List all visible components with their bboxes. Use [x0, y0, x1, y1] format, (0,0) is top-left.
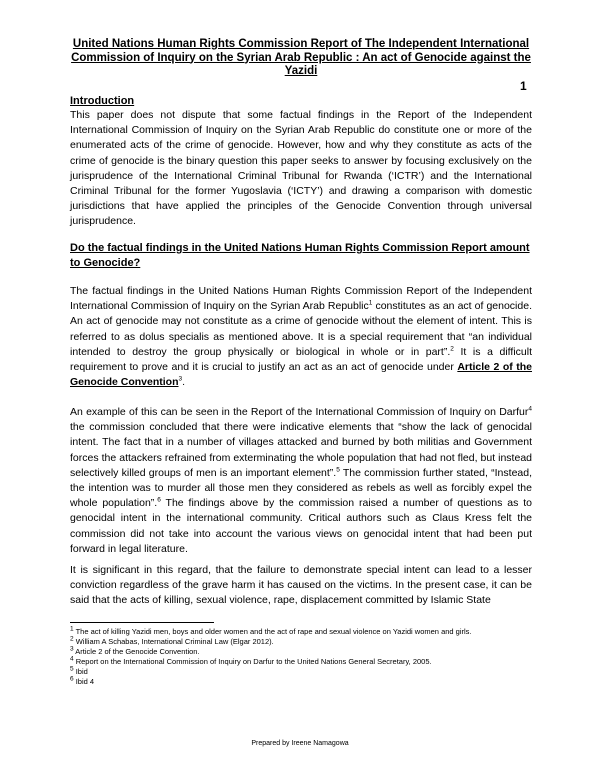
paragraph-factual-findings — [70, 284, 532, 390]
para1-text-3: It is a difficult requirement to prove and it is crucial to justify an act as an act of genocide under — [70, 345, 532, 374]
footnote-4: $^4$ Report on the International Commission of Inquiry on Darfur to the United Nations General Secretary, 2005. — [70, 655, 432, 666]
footnote-ref-6[interactable]: 6 — [157, 496, 161, 504]
footnote-ref-2[interactable]: 2 — [450, 345, 454, 353]
footnote-2: $^2$ William A Schabas, International Criminal Law (Elgar 2012). — [70, 635, 274, 646]
introduction-heading: Introduction — [70, 95, 135, 107]
article-2-link[interactable]: Article 2 of the Genocide Convention — [70, 361, 532, 389]
document-title: United Nations Human Rights Commission Report of The Independent International Commission of Inquiry on the Syrian Arab Republic : An act of Genocide against the Yazidi — [71, 38, 531, 77]
footnote-ref-3[interactable]: 3 — [178, 375, 183, 383]
introduction-paragraph: This paper does not dispute that some factual findings in the Report of the Independent International Commission of Inquiry on the Syrian Arab Republic do constitute one or more of the enumerated acts of the crime of genocide. However, how and why they constitute as acts of the crime of genocide is the binary question this paper seeks to answer by focusing exclusively on the jurisprudence of the International Criminal Tribunal for Rwanda (‘ICTR’) and the International Criminal Tribunal for the former Yugoslavia (‘ICTY’) and drawing a comparison with domestic jurisdictions that have applied the principles of the Genocide Convention through universal jurisprudence. — [70, 109, 532, 228]
page-footer: Prepared by Ireene Namagowa — [251, 740, 349, 747]
para2-text-3: The commission further stated, “Instead, the intention was to murder all those men they considered as rebels as well as forcibly expel the whole population”. — [70, 466, 532, 510]
para1-text-1: The factual findings in the United Nations Human Rights Commission Report of the Independent International Commission of Inquiry on the Syrian Arab Republic — [70, 285, 532, 313]
para2-text-1: An example of this can be seen in the Report of the International Commission of Inquiry on Darfur — [70, 406, 529, 418]
footnote-ref-1[interactable]: 1 — [368, 299, 373, 307]
footnote-ref-4[interactable]: 4 — [528, 405, 532, 413]
footnote-divider — [70, 622, 214, 623]
paragraph-significance: It is significant in this regard, that the failure to demonstrate special intent can lead to a lesser conviction regardless of the grave harm it has caused on the victims. In the present case, it can be said that the acts of killing, sexual violence, rape, displacement committed by Islamic State — [70, 564, 532, 607]
para2-text-2: the commission concluded that there were indicative elements that “show the lack of genocidal intent. The fact that in a number of villages attacked and burned by both militias and Government forces the attackers refrained from exterminating the whole population that had not fled, but instead selectively killed groups of men is an important element”. — [70, 421, 532, 479]
footnote-5: $^5$ Ibid — [70, 665, 88, 676]
page-number: 1 — [520, 79, 527, 93]
footnote-1: $^1$ The act of killing Yazidi men, boys and older women and the act of rape and sexual violence on Yazidi women and girls. — [70, 625, 472, 636]
para1-text-2: constitutes as an act of genocide. An act of genocide may not constitute as a crime of genocide without the element of intent. This is referred to as dolus specialis as mentioned above. It is a special requirement that “an individual intended to destroy the group physically or biological in whole or in part”. — [70, 300, 532, 358]
footnote-ref-5[interactable]: 5 — [336, 466, 340, 474]
para1-text-4: . — [182, 376, 186, 389]
footnote-3: $^3$ Article 2 of the Genocide Convention. — [70, 645, 200, 656]
section-heading: Do the factual findings in the United Nations Human Rights Commission Report amount to Genocide? — [70, 242, 530, 269]
footnotes — [70, 627, 532, 687]
paragraph-darfur-example — [70, 405, 532, 557]
footnote-6: $^6$ Ibid 4 — [70, 675, 95, 686]
para2-text-4: The findings above by the commission raised a number of questions as to genocidal intent in the international community. Critical authors such as Claus Kress felt the commission did not take into account the various views on genocidal intent that had been put forward in legal literature. — [70, 497, 532, 555]
